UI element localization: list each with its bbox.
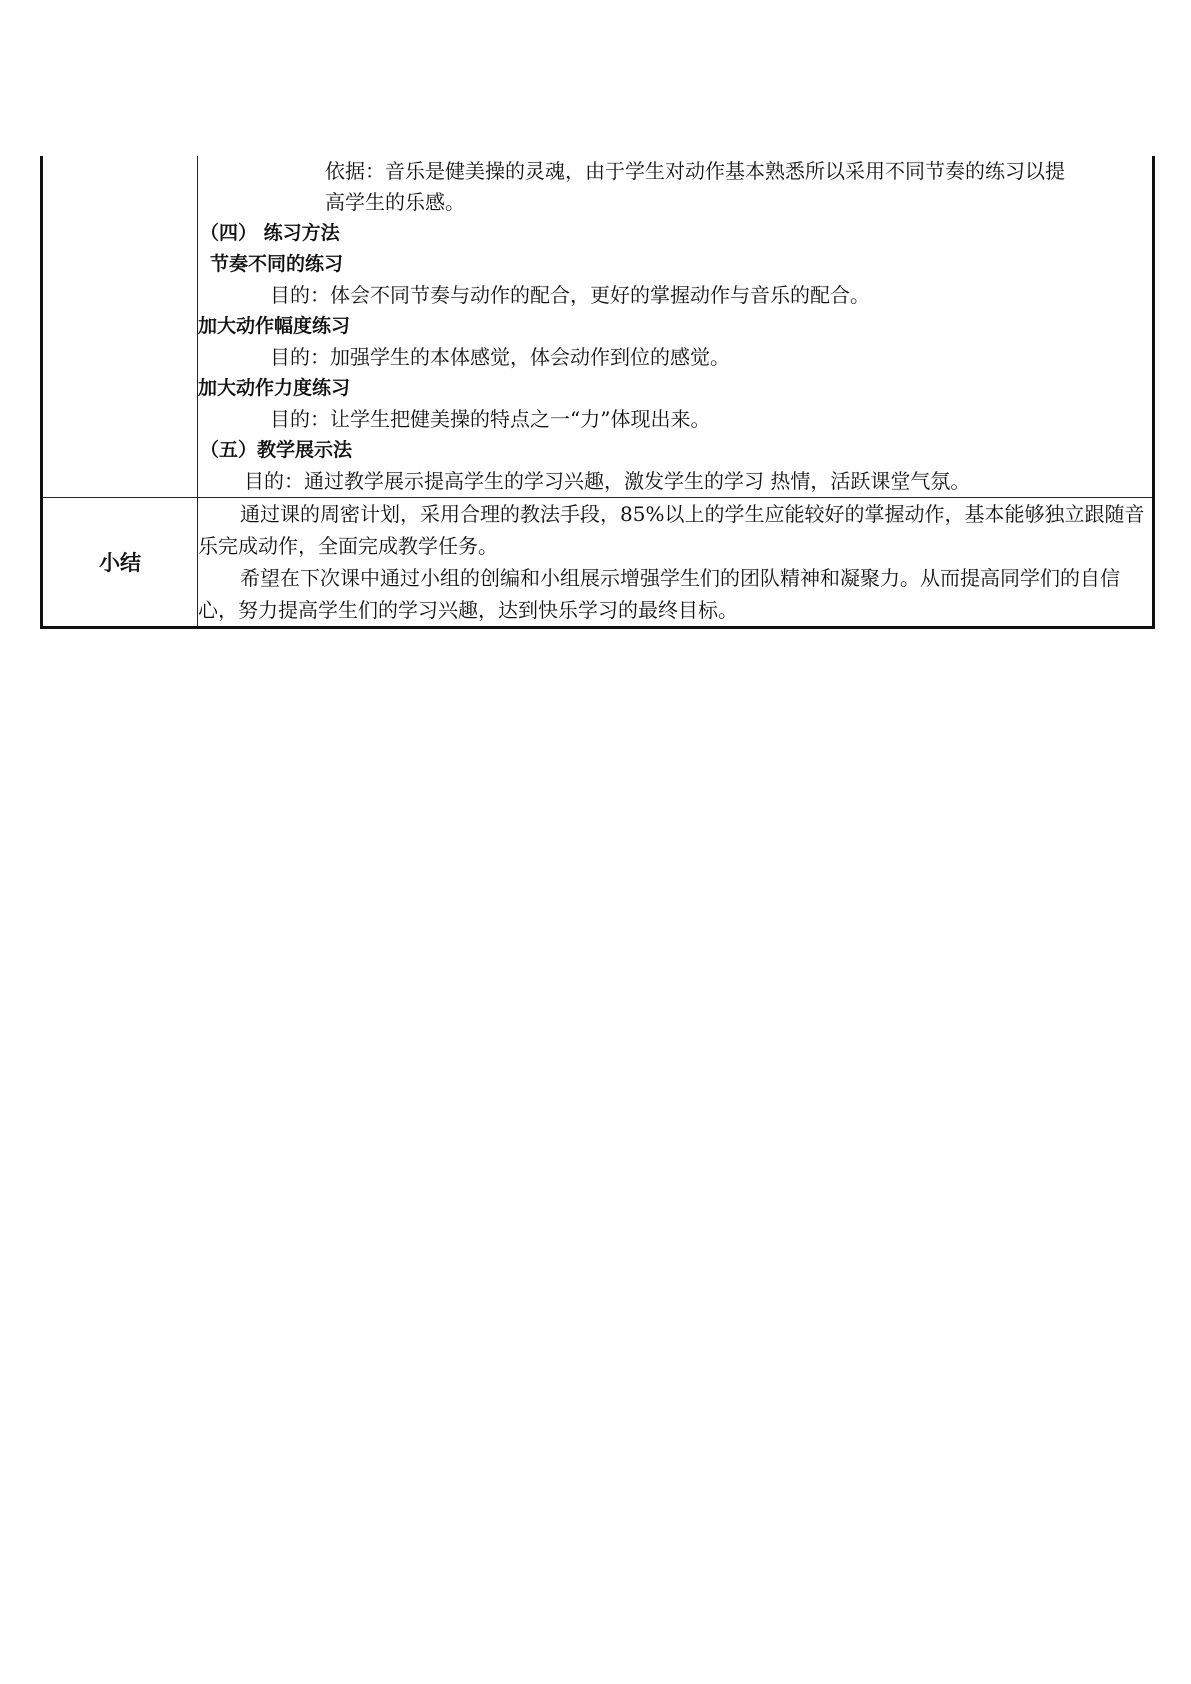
summary-label: 小结 [99, 551, 141, 575]
summary-paragraph-2: 希望在下次课中通过小组的创编和小组展示增强学生们的团队精神和凝聚力。从而提高同学们的自信心，努力提高学生们的学习兴趣，达到快乐学习的最终目标。 [198, 566, 1120, 622]
row-label-cell-empty [42, 156, 198, 498]
item-purpose-amplitude: 目的：加强学生的本体感觉，体会动作到位的感觉。 [270, 345, 730, 369]
heading-teaching-demo: （五）教学展示法 [200, 439, 353, 461]
item-purpose-strength: 目的：让学生把健美操的特点之一“力”体现出来。 [270, 407, 711, 431]
heading-practice-methods: （四） 练习方法 [200, 222, 340, 244]
table-row [42, 498, 1154, 628]
item-title-rhythm: 节奏不同的练习 [210, 253, 344, 275]
method-content-cell [198, 156, 1154, 498]
basis-text: 依据：音乐是健美操的灵魂，由于学生对动作基本熟悉所以采用不同节奏的练习以提 [325, 159, 1065, 183]
lesson-plan-table [40, 156, 1155, 629]
item-purpose-rhythm: 目的：体会不同节奏与动作的配合，更好的掌握动作与音乐的配合。 [270, 283, 870, 307]
summary-paragraph-1: 通过课的周密计划，采用合理的教法手段，85%以上的学生应能较好的掌握动作，基本能够独立跟随音乐完成动作，全面完成教学任务。 [198, 502, 1145, 558]
teaching-demo-purpose: 目的：通过教学展示提高学生的学习兴趣，激发学生的学习 热情，活跃课堂气氛。 [244, 469, 971, 493]
summary-label-cell [42, 498, 198, 628]
basis-text-continued: 高学生的乐感。 [325, 190, 465, 214]
item-title-strength: 加大动作力度练习 [198, 377, 351, 399]
summary-content-cell [198, 498, 1154, 628]
item-title-amplitude: 加大动作幅度练习 [198, 315, 351, 337]
table-row [42, 156, 1154, 498]
